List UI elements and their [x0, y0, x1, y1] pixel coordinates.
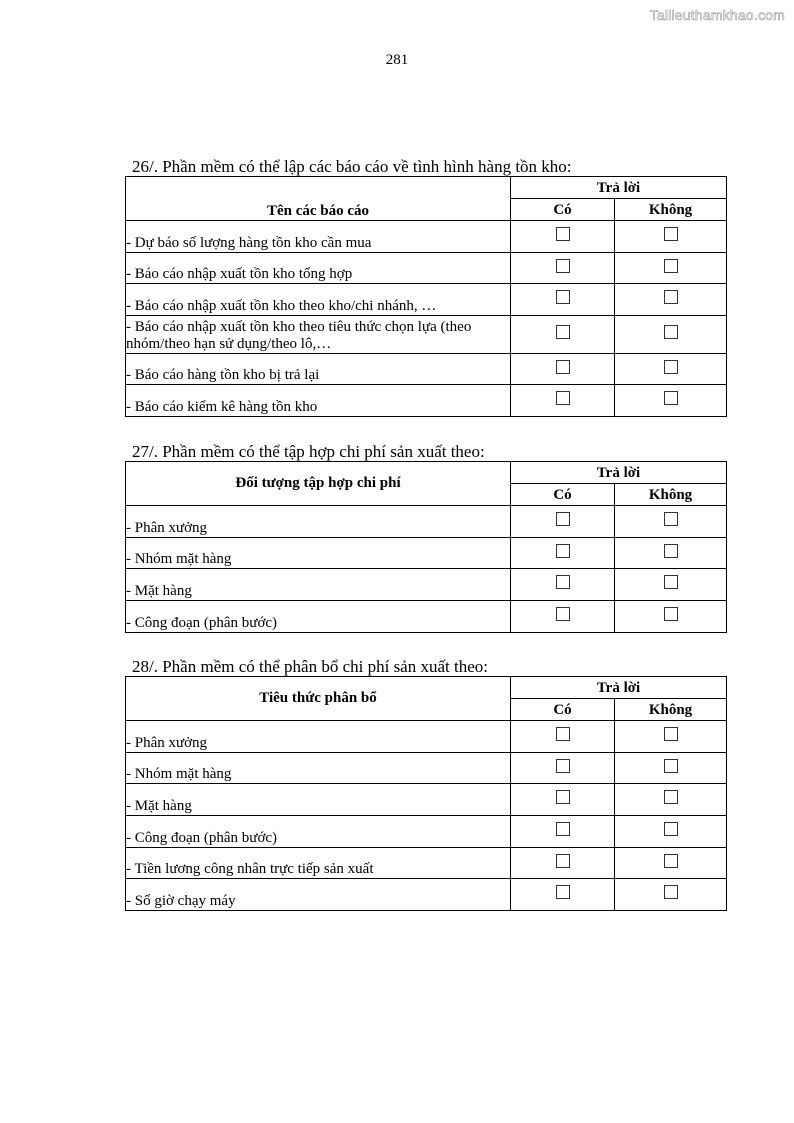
row-label: - Phân xưởng: [126, 506, 511, 538]
yes-checkbox[interactable]: [556, 360, 570, 374]
table-row: [126, 221, 727, 253]
row-label: - Báo cáo kiểm kê hàng tồn kho: [126, 385, 511, 417]
yes-checkbox[interactable]: [556, 607, 570, 621]
yes-checkbox[interactable]: [556, 822, 570, 836]
row-label: - Tiền lương công nhân trực tiếp sản xuất: [126, 848, 511, 879]
yes-checkbox[interactable]: [556, 290, 570, 304]
table-row: [126, 385, 727, 417]
table-row: [126, 721, 727, 753]
no-checkbox[interactable]: [664, 360, 678, 374]
column-header-yes: Có: [511, 199, 615, 221]
no-checkbox[interactable]: [664, 727, 678, 741]
table-row: [126, 284, 727, 316]
no-checkbox[interactable]: [664, 259, 678, 273]
column-header-answer: Trả lời: [511, 177, 727, 199]
no-checkbox[interactable]: [664, 607, 678, 621]
table-row: [126, 601, 727, 633]
no-checkbox[interactable]: [664, 290, 678, 304]
table-row: [126, 848, 727, 879]
table-row: [126, 506, 727, 538]
no-checkbox[interactable]: [664, 544, 678, 558]
yes-checkbox[interactable]: [556, 790, 570, 804]
yes-checkbox[interactable]: [556, 391, 570, 405]
table-row: [126, 538, 727, 569]
row-label: - Phân xưởng: [126, 721, 511, 753]
table-question-27: [125, 461, 727, 633]
no-checkbox[interactable]: [664, 227, 678, 241]
no-checkbox[interactable]: [664, 391, 678, 405]
table-row: [126, 253, 727, 284]
no-checkbox[interactable]: [664, 759, 678, 773]
column-header-cost-object: Đối tượng tập hợp chi phí: [126, 462, 511, 506]
row-label: - Số giờ chạy máy: [126, 879, 511, 911]
yes-checkbox[interactable]: [556, 544, 570, 558]
no-checkbox[interactable]: [664, 885, 678, 899]
yes-checkbox[interactable]: [556, 885, 570, 899]
question-28: 28/. Phần mềm có thể phân bổ chi phí sản xuất theo:: [132, 657, 488, 676]
yes-checkbox[interactable]: [556, 854, 570, 868]
column-header-allocation-basis: Tiêu thức phân bổ: [126, 677, 511, 721]
yes-checkbox[interactable]: [556, 727, 570, 741]
no-checkbox[interactable]: [664, 822, 678, 836]
column-header-yes: Có: [511, 484, 615, 506]
yes-checkbox[interactable]: [556, 512, 570, 526]
row-label: - Báo cáo hàng tồn kho bị trả lại: [126, 354, 511, 385]
table-row: [126, 784, 727, 816]
question-26: 26/. Phần mềm có thể lập các báo cáo về tình hình hàng tồn kho:: [132, 157, 572, 176]
yes-checkbox[interactable]: [556, 575, 570, 589]
row-label: - Dự báo số lượng hàng tồn kho cần mua: [126, 221, 511, 253]
row-label: - Báo cáo nhập xuất tồn kho theo tiêu thức chọn lựa (theo nhóm/theo hạn sử dụng/theo lô,…: [126, 316, 511, 354]
row-label: - Báo cáo nhập xuất tồn kho theo kho/chi nhánh, …: [126, 284, 511, 316]
column-header-answer: Trả lời: [511, 462, 727, 484]
table-row: [126, 354, 727, 385]
question-27: 27/. Phần mềm có thể tập hợp chi phí sản xuất theo:: [132, 442, 485, 461]
yes-checkbox[interactable]: [556, 759, 570, 773]
yes-checkbox[interactable]: [556, 325, 570, 339]
column-header-yes: Có: [511, 699, 615, 721]
table-row: [126, 753, 727, 784]
table-row: [126, 569, 727, 601]
page-number: 281: [385, 52, 409, 68]
no-checkbox[interactable]: [664, 790, 678, 804]
yes-checkbox[interactable]: [556, 227, 570, 241]
row-label: - Báo cáo nhập xuất tồn kho tổng hợp: [126, 253, 511, 284]
column-header-no: Không: [615, 199, 727, 221]
row-label: - Công đoạn (phân bước): [126, 601, 511, 633]
watermark: Tailieuthamkhao.com: [649, 7, 785, 23]
no-checkbox[interactable]: [664, 575, 678, 589]
column-header-answer: Trả lời: [511, 677, 727, 699]
table-row: [126, 879, 727, 911]
yes-checkbox[interactable]: [556, 259, 570, 273]
no-checkbox[interactable]: [664, 325, 678, 339]
table-question-26: [125, 176, 727, 417]
table-row: [126, 816, 727, 848]
row-label: - Mặt hàng: [126, 569, 511, 601]
row-label: - Nhóm mặt hàng: [126, 753, 511, 784]
row-label: - Nhóm mặt hàng: [126, 538, 511, 569]
table-row: [126, 316, 727, 354]
column-header-no: Không: [615, 699, 727, 721]
column-header-no: Không: [615, 484, 727, 506]
row-label: - Mặt hàng: [126, 784, 511, 816]
row-label: - Công đoạn (phân bước): [126, 816, 511, 848]
no-checkbox[interactable]: [664, 512, 678, 526]
table-question-28: [125, 676, 727, 911]
no-checkbox[interactable]: [664, 854, 678, 868]
column-header-report-name: Tên các báo cáo: [126, 177, 511, 221]
